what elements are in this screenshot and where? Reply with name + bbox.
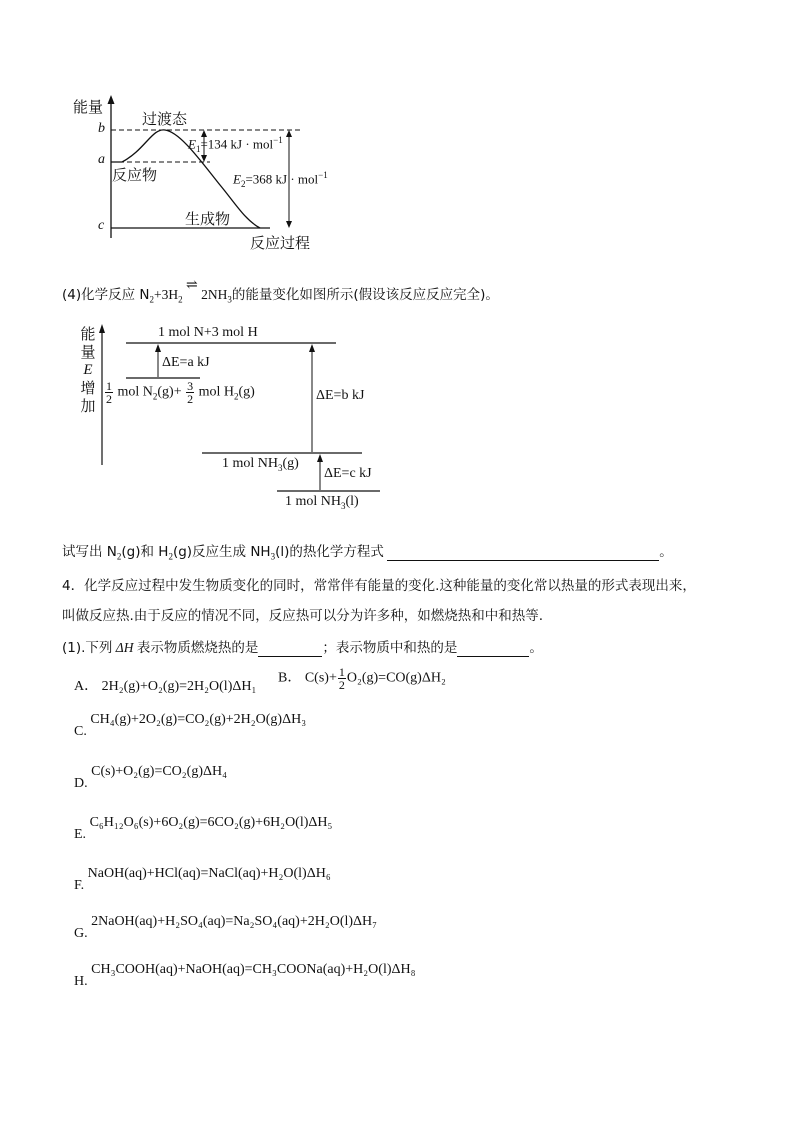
- q4-intro-line2: 叫做反应热.由于反应的情况不同，反应热可以分为许多种，如燃烧热和中和热等.: [62, 608, 544, 624]
- answer-blank[interactable]: [387, 544, 659, 561]
- option-c: C. CH₄(g)+2O₂(g)=CO₂(g)+2H₂O(g)ΔH₃: [74, 712, 307, 739]
- option-h: H. CH₃COOH(aq)+NaOH(aq)=CH₃COONa(aq)+H₂O(l)ΔH₈: [74, 962, 416, 989]
- label-product: 生成物: [185, 210, 231, 228]
- label-e2: $E_2=368$ kJ · mol$^{-1}$: [233, 170, 328, 189]
- delta-c-label: ΔE=c kJ: [324, 466, 372, 481]
- level-top-label: 1 mol N+3 mol H: [158, 325, 258, 340]
- energy-axis-label: 能 量 E 增 加: [80, 325, 96, 415]
- option-h-equation: CH₃COOH(aq)+NaOH(aq)=CH₃COONa(aq)+H₂O(l)ΔH₈: [91, 962, 416, 977]
- option-a-equation: 2H₂(g)+O₂(g)=2H₂O(l)ΔH₁: [101, 679, 257, 694]
- option-a: A． 2H₂(g)+O₂(g)=2H₂O(l)ΔH₁: [74, 679, 257, 694]
- thermochemical-prompt: 试写出 $N_2(g)$和 $H_2(g)$反应生成 $NH_3(l)$的热化学方程式 。: [62, 544, 673, 562]
- combustion-heat-blank[interactable]: [258, 640, 322, 657]
- option-c-equation: CH₄(g)+2O₂(g)=CO₂(g)+2H₂O(g)ΔH₃: [90, 712, 307, 727]
- option-f: F. NaOH(aq)+HCl(aq)=NaCl(aq)+H₂O(l)ΔH₆: [74, 866, 331, 893]
- label-c: c: [98, 218, 105, 233]
- option-d: D. C(s)+O₂(g)=CO₂(g)ΔH₄: [74, 764, 227, 791]
- label-e1: $E_1=134$ kJ · mol$^{-1}$: [188, 135, 283, 154]
- label-b: b: [98, 121, 105, 136]
- option-f-equation: NaOH(aq)+HCl(aq)=NaCl(aq)+H₂O(l)ΔH₆: [87, 866, 331, 881]
- q4-part1: (1).下列 ΔH 表示物质燃烧热的是 ；表示物质中和热的是 。: [62, 640, 543, 656]
- label-reactant: 反应物: [112, 166, 158, 184]
- option-g: G. 2NaOH(aq)+H₂SO₄(aq)=Na₂SO₄(aq)+2H₂O(l)ΔH₇: [74, 914, 378, 941]
- q4-intro-line1: 4．化学反应过程中发生物质变化的同时，常常伴有能量的变化.这种能量的变化常以热量的形式表现出来，: [62, 578, 696, 594]
- y-axis-arrow: [108, 95, 115, 104]
- part4-statement: (4)化学反应 $N_2+3H_2$ ⇌ $2NH_3$的能量变化如图所示(假设该反应反应完全)。: [62, 278, 499, 305]
- energy-profile-diagram: [60, 90, 380, 260]
- option-b: B． C(s)+ $\frac{1}{2}$ O₂(g)=CO(g)ΔH₂: [278, 665, 446, 692]
- x-axis-label: 反应过程: [250, 234, 311, 252]
- level-reactants-label: $\frac{1}{2}$ mol $N_2(g)+$ $\frac{3}{2}$ mol $H_2(g)$: [106, 379, 255, 406]
- equilibrium-arrow-icon: ⇌: [186, 278, 198, 293]
- label-a: a: [98, 152, 105, 167]
- option-d-equation: C(s)+O₂(g)=CO₂(g)ΔH₄: [91, 764, 227, 779]
- level-nh3-liquid-label: 1 mol $NH_3(l)$: [285, 494, 359, 511]
- delta-a-label: ΔE=a kJ: [162, 355, 210, 370]
- level-nh3-gas-label: 1 mol $NH_3(g)$: [222, 456, 299, 473]
- y-axis-label: 能量: [73, 98, 104, 116]
- label-transition-state: 过渡态: [142, 110, 188, 128]
- option-e: E. C₆H₁₂O₆(s)+6O₂(g)=6CO₂(g)+6H₂O(l)ΔH₅: [74, 815, 333, 842]
- neutralization-heat-blank[interactable]: [457, 640, 529, 657]
- option-g-equation: 2NaOH(aq)+H₂SO₄(aq)=Na₂SO₄(aq)+2H₂O(l)ΔH₇: [91, 914, 378, 929]
- energy-level-diagram: [90, 320, 400, 520]
- delta-b-label: ΔE=b kJ: [316, 388, 365, 403]
- option-e-equation: C₆H₁₂O₆(s)+6O₂(g)=6CO₂(g)+6H₂O(l)ΔH₅: [89, 815, 333, 830]
